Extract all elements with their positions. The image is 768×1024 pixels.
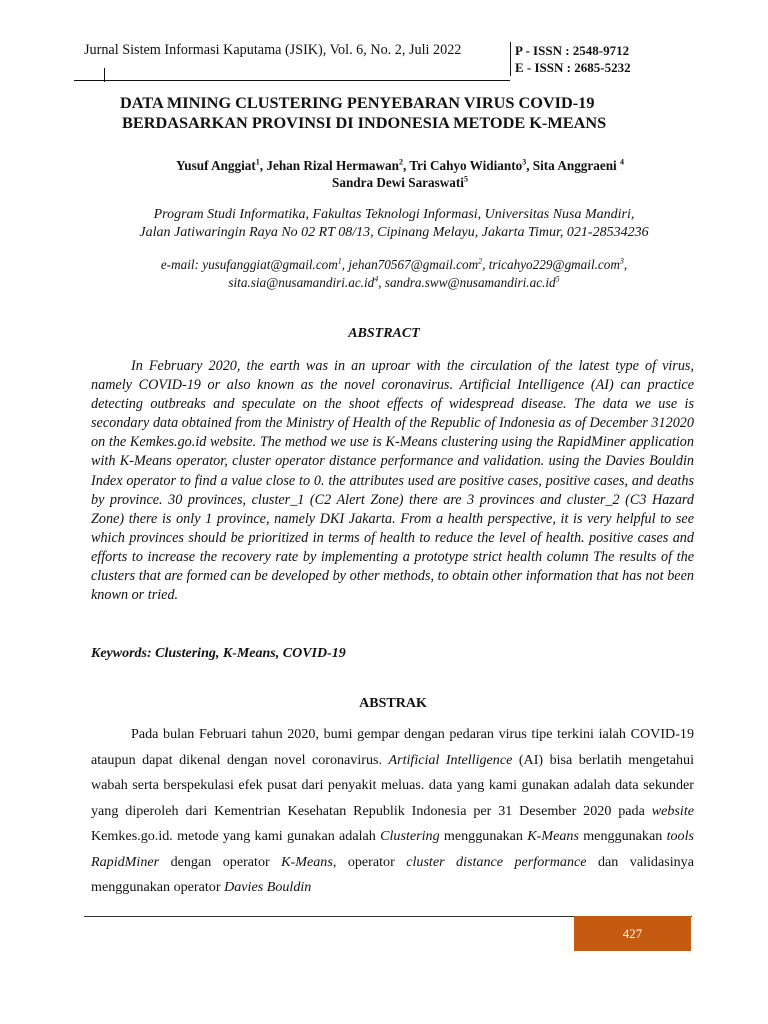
email-link: sita.sia@nusamandiri.ac.id	[228, 275, 375, 290]
email-sup: 3	[619, 256, 624, 266]
author-sup: 5	[463, 174, 468, 184]
page-number-box	[574, 916, 691, 951]
abstrak-text: menggunakan	[439, 828, 528, 844]
email-sup: 5	[555, 274, 560, 284]
keyword-separator: ,	[275, 646, 283, 661]
e-issn: E - ISSN : 2685-5232	[515, 60, 631, 75]
abstrak-italic: tools RapidMiner	[91, 828, 694, 870]
header-rule	[74, 80, 510, 81]
abstrak-italic: K-Means	[527, 828, 579, 844]
email-sup: 2	[478, 256, 483, 266]
abstrak-body	[91, 722, 694, 901]
keyword: K-Means	[222, 646, 276, 661]
keywords-label: Keywords: Clustering	[91, 646, 216, 661]
abstrak-heading: ABSTRAK	[359, 696, 427, 711]
p-issn: P - ISSN : 2548-9712	[515, 43, 630, 58]
author-sup: 2	[398, 157, 403, 167]
author-emails	[84, 256, 704, 292]
affiliation	[84, 206, 704, 242]
email-link: , jehan70567@gmail.com	[341, 257, 479, 272]
title-line-2: BERDASARKAN PROVINSI DI INDONESIA METODE K-MEANS	[122, 113, 607, 132]
author-name: , Jehan Rizal Hermawan	[259, 158, 399, 173]
abstrak-text: menggunakan	[578, 828, 667, 844]
author-name: , Sita Anggraeni	[526, 158, 620, 173]
abstrak-text: Kemkes.go.id. metode yang kami gunakan adalah	[91, 828, 381, 844]
journal-citation: Jurnal Sistem Informasi Kaputama (JSIK), Vol. 6, No. 2, Juli 2022	[84, 42, 462, 58]
abstrak-italic: website	[651, 802, 694, 819]
author-name: Sandra Dewi Saraswati	[332, 175, 464, 190]
abstrak-text: dengan operator	[159, 853, 282, 870]
author-name: , Tri Cahyo Widianto	[402, 158, 523, 173]
abstrak-text: (AI) bisa berlatih mengetahui wabah serta berspekulasi efek pusat dari penyakit meluas. data yang kami gunakan adalah data sekunder yang diperoleh dari Kementrian Kesehatan Republik Indonesia per 31 Desember 2020 pada	[91, 751, 694, 819]
abstrak-italic: Clustering	[380, 828, 440, 844]
author-sup: 3	[522, 157, 527, 167]
author-sup: 4	[620, 157, 624, 167]
keywords-line	[91, 646, 346, 662]
email-link: , sandra.sww@nusamandiri.ac.id	[378, 275, 556, 290]
keyword: COVID-19	[282, 646, 346, 661]
abstract-paragraph: In February 2020, the earth was in an uproar with the circulation of the latest type of virus, namely COVID-19 or also known as the novel coronavirus. Artificial Intelligence (AI) can practice detecting outbreaks and speculate on the shoot effects of widespread disease. The data we use is secondary data obtained from the Ministry of Health of the Republic of Indonesia as of December 312020 on the Kemkes.go.id website. The method we use is K-Means clustering using the RapidMiner application with K-Means operator, cluster operator distance performance and validation. using the Davies Bouldin Index operator to find a value close to 0. the attributes used are positive cases, positive cases, and deaths by province. 30 provinces, cluster_1 (C2 Alert Zone) there are 3 provinces and cluster_2 (C3 Hazard Zone) there is only 1 province, namely DKI Jakarta. From a health perspective, it is very helpful to see which provinces should be prioritized in terms of health to reduce the level of health. positive cases and efforts to increase the recovery rate by implementing a prototype strict health column The results of the clusters that are formed can be developed by other methods, to obtain other information that has not been known or tried.	[91, 358, 694, 604]
running-header	[84, 42, 684, 82]
abstrak-paragraph	[91, 722, 694, 901]
abstrak-text: Pada bulan Februari tahun 2020, bumi gempar dengan pedaran virus tipe terkini ialah COVID-19 ataupun dapat dikenal dengan novel coronavirus.	[91, 726, 694, 768]
abstrak-text: dan validasinya menggunakan operator	[91, 853, 694, 895]
email-link: , tricahyo229@gmail.com	[482, 257, 620, 272]
issn-block	[510, 42, 631, 76]
author-sup: 1	[255, 157, 260, 167]
author-list	[100, 157, 700, 191]
title-line-1: DATA MINING CLUSTERING PENYEBARAN VIRUS COVID-19	[120, 93, 595, 112]
abstract-body	[91, 357, 694, 605]
email-sup: 1	[337, 256, 342, 266]
abstrak-text: , operator	[332, 853, 407, 870]
abstract-heading: ABSTRACT	[348, 326, 420, 341]
email-sup: 4	[374, 274, 379, 284]
abstrak-italic: cluster distance performance	[406, 853, 587, 870]
abstrak-italic: K-Means	[281, 853, 333, 870]
paper-title	[60, 93, 708, 133]
abstrak-italic: Davies Bouldin	[224, 879, 312, 895]
email-link: yusufanggiat@gmail.com	[202, 257, 338, 272]
page-number: 427	[622, 925, 643, 941]
affiliation-line-1: Program Studi Informatika, Fakultas Teknologi Informasi, Universitas Nusa Mandiri,	[153, 207, 635, 222]
author-name: Yusuf Anggiat	[176, 158, 256, 173]
keyword-separator: ,	[215, 646, 223, 661]
header-tick	[104, 68, 105, 82]
abstrak-italic: Artificial Intelligence	[388, 751, 513, 768]
affiliation-line-2: Jalan Jatiwaringin Raya No 02 RT 08/13, Cipinang Melayu, Jakarta Timur, 021-28534236	[139, 225, 649, 240]
email-separator: ,	[623, 257, 628, 272]
email-prefix: e-mail:	[160, 257, 203, 272]
